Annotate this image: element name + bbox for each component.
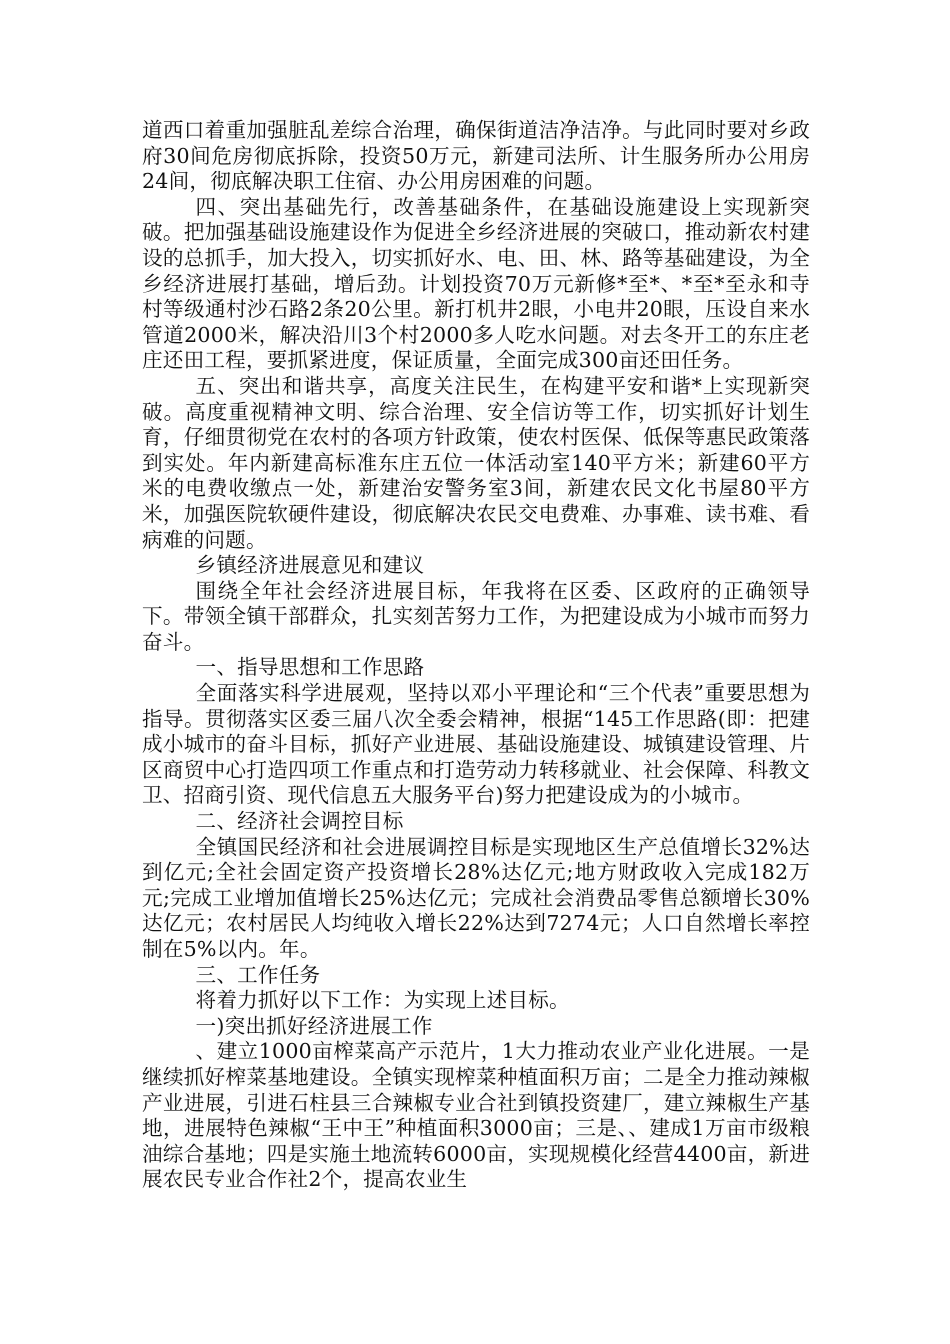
heading-economic-development: 一)突出抓好经济进展工作 — [195, 1013, 433, 1038]
heading-control-targets: 二、经济社会调控目标 — [195, 809, 404, 834]
paragraph-annual-goal: 围绕全年社会经济进展目标，年我将在区委、区政府的正确领导下。带领全镇干部群众，扎实刻苦努力工作，为把建设成为小城市而努力奋斗。 — [142, 578, 810, 654]
paragraph-guiding-ideology: 全面落实科学进展观，坚持以邓小平理论和“三个代表”重要思想为指导。贯彻落实区委三届八次全委会精神，根据“145工作思路(即：把建成小城市的奋斗目标，抓好产业进展、基础设施建设、城镇建设管理、片区商贸中心打造四项工作重点和打造劳动力转移就业、社会保障、科教文卫、招商引资、现代信息五大服务平台)努力把建设成为的小城市。 — [142, 681, 810, 808]
paragraph-livelihood: 五、突出和谐共享，高度关注民生，在构建平安和谐*上实现新突破。高度重视精神文明、综合治理、安全信访等工作，切实抓好计划生育，仔细贯彻党在农村的各项方针政策，使农村医保、低保等惠民政策落到实处。年内新建高标准东庄五位一体活动室140平方米；新建60平方米的电费收缴点一处，新建治安警务室3间，新建农民文化书屋80平方米，加强医院软硬件建设，彻底解决农民交电费难、办事难、读书难、看病难的问题。 — [142, 373, 810, 552]
heading-work-tasks: 三、工作任务 — [195, 962, 321, 987]
heading-guiding-ideology: 一、指导思想和工作思路 — [195, 655, 425, 680]
document-page — [142, 118, 810, 1193]
paragraph-work-tasks-intro: 将着力抓好以下工作：为实现上述目标。 — [195, 988, 570, 1013]
paragraph-street-governance: 道西口着重加强脏乱差综合治理，确保街道洁净洁净。与此同时要对乡政府30间危房彻底拆除，投资50万元，新建司法所、计生服务所办公用房24间，彻底解决职工住宿、办公用房困难的问题。 — [142, 118, 810, 194]
paragraph-agriculture: 、建立1000亩榨菜高产示范片，1大力推动农业产业化进展。一是继续抓好榨菜基地建设。全镇实现榨菜种植面积万亩；二是全力推动辣椒产业进展，引进石柱县三合辣椒专业合社到镇投资建厂，建立辣椒生产基地，进展特色辣椒“王中王”种植面积3000亩；三是、、建成1万亩市级粮油综合基地；四是实施土地流转6000亩，实现规模化经营4400亩，新进展农民专业合作社2个，提高农业生 — [142, 1039, 810, 1192]
paragraph-infrastructure: 四、突出基础先行，改善基础条件，在基础设施建设上实现新突破。把加强基础设施建设作为促进全乡经济进展的突破口，推动新农村建设的总抓手，加大投入，切实抓好水、电、田、林、路等基础建设，为全乡经济进展打基础，增后劲。计划投资70万元新修*至*、*至*至永和寺村等级通村沙石路2条20公里。新打机井2眼，小电井20眼，压设自来水管道2000米，解决沿川3个村2000多人吃水问题。对去冬开工的东庄老庄还田工程，要抓紧进度，保证质量，全面完成300亩还田任务。 — [142, 194, 810, 373]
section-title-opinions: 乡镇经济进展意见和建议 — [195, 553, 425, 578]
paragraph-control-targets: 全镇国民经济和社会进展调控目标是实现地区生产总值增长32%达到亿元;全社会固定资产投资增长28%达亿元;地方财政收入完成182万元;完成工业增加值增长25%达亿元；完成社会消费品零售总额增长30%达亿元；农村居民人均纯收入增长22%达到7274元；人口自然增长率控制在5%以内。年。 — [142, 834, 810, 961]
